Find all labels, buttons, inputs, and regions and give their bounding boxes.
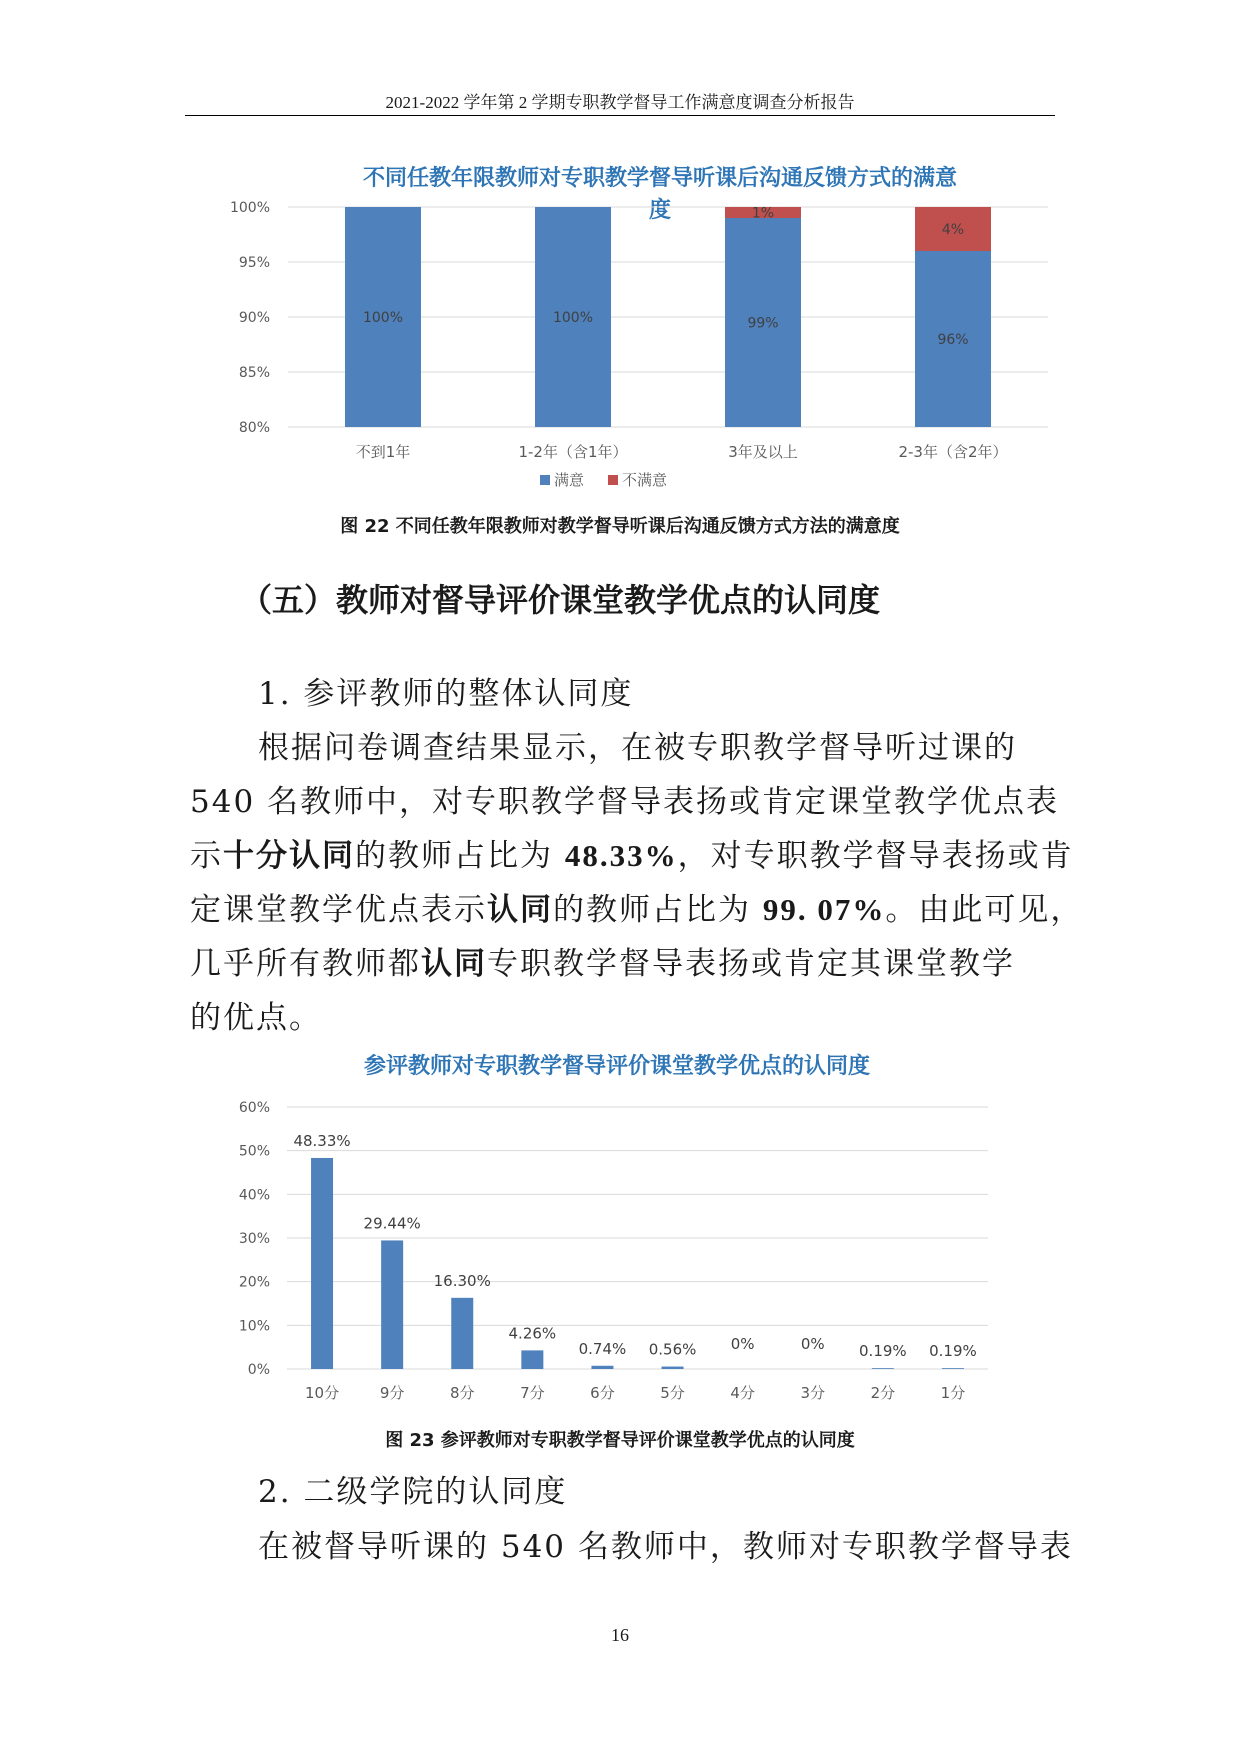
x-tick-label: 8分 [449, 1384, 475, 1402]
emphasis-percent: 48.33% [564, 838, 678, 873]
y-tick-label: 95% [238, 255, 270, 271]
y-tick-label: 10% [238, 1318, 270, 1335]
subheading-1: 1. 参评教师的整体认同度 [258, 676, 634, 712]
x-tick-label: 1-2年（含1年） [518, 443, 628, 461]
bar [521, 1350, 543, 1369]
figure-22-caption: 图 22 不同任教年限教师对教学督导听课后沟通反馈方式方法的满意度 [340, 516, 900, 537]
x-tick-label: 4分 [730, 1384, 755, 1402]
x-tick-label: 2-3年（含2年） [898, 443, 1008, 461]
page-number: 16 [611, 1625, 629, 1645]
data-label: 99% [747, 315, 779, 332]
data-label: 0.56% [648, 1340, 697, 1359]
emphasis-percent: 99. 07% [762, 892, 886, 927]
bar [872, 1368, 894, 1369]
bar [311, 1158, 333, 1369]
chart-title: 参评教师对专职教学督导评价课堂教学优点的认同度 [363, 1054, 871, 1079]
data-label: 0.19% [859, 1342, 907, 1361]
x-tick-label: 7分 [520, 1384, 545, 1402]
data-label: 100% [362, 310, 404, 326]
emphasis-agree: 认同 [421, 946, 487, 982]
text-span: 示 [190, 838, 223, 874]
paragraph-line: 根据问卷调查结果显示，在被专职教学督导听过课的 [258, 730, 1017, 766]
figure-23-caption: 图 23 参评教师对专职教学督导评价课堂教学优点的认同度 [385, 1430, 855, 1451]
y-tick-label: 90% [238, 310, 270, 326]
text-span: 定课堂教学优点表示 [190, 892, 487, 928]
y-tick-label: 85% [238, 365, 270, 381]
text-span: 的教师占比为 [355, 838, 565, 874]
y-tick-label: 20% [238, 1274, 270, 1291]
chart-title: 度 [648, 198, 672, 223]
subheading-2: 2. 二级学院的认同度 [258, 1474, 568, 1510]
data-label: 0% [730, 1335, 755, 1353]
data-label: 4.26% [508, 1324, 557, 1343]
text-span: 。由此可见， [885, 892, 1084, 928]
data-label: 100% [552, 310, 594, 326]
y-tick-label: 80% [238, 420, 270, 436]
data-label: 0.74% [578, 1339, 627, 1358]
bar [381, 1240, 403, 1369]
header-title: 2021-2022 学年第 2 学期专职教学督导工作满意度调查分析报告 [385, 93, 855, 112]
y-tick-label: 100% [229, 200, 270, 216]
x-tick-label: 1分 [940, 1384, 966, 1402]
chart-title: 不同任教年限教师对专职教学督导听课后沟通反馈方式的满意 [362, 166, 958, 191]
x-tick-label: 3分 [800, 1384, 826, 1402]
text-span: 几乎所有教师都 [190, 946, 421, 982]
text-span: 的教师占比为 [553, 892, 763, 928]
x-tick-label: 2分 [870, 1384, 896, 1402]
paragraph-line: 在被督导听课的 540 名教师中，教师对专职教学督导表 [258, 1529, 1073, 1565]
data-label: 29.44% [363, 1214, 421, 1233]
bar [662, 1367, 684, 1369]
x-tick-label: 3年及以上 [728, 443, 798, 461]
paragraph-line: 的优点。 [190, 1000, 322, 1036]
legend-label: 满意 [554, 471, 585, 489]
data-label: 16.30% [433, 1271, 491, 1290]
paragraph-line: 540 名教师中，对专职教学督导表扬或肯定课堂教学优点表 [190, 784, 1060, 820]
text-span: ，对专职教学督导表扬或肯 [677, 838, 1074, 874]
data-label: 96% [937, 332, 969, 348]
data-label: 48.33% [293, 1131, 351, 1150]
bar [451, 1298, 473, 1369]
y-tick-label: 60% [238, 1100, 270, 1116]
x-tick-label: 10分 [305, 1384, 340, 1402]
x-tick-label: 不到1年 [355, 443, 411, 461]
y-tick-label: 40% [238, 1187, 270, 1204]
legend-label: 不满意 [622, 471, 668, 489]
section-heading: （五）教师对督导评价课堂教学优点的认同度 [240, 581, 881, 619]
y-tick-label: 0% [247, 1362, 270, 1378]
data-label: 4% [941, 222, 965, 238]
x-tick-label: 6分 [590, 1384, 615, 1402]
x-tick-label: 9分 [379, 1384, 405, 1402]
data-label: 1% [751, 205, 775, 222]
data-label: 0.19% [929, 1342, 977, 1361]
y-tick-label: 50% [238, 1143, 270, 1160]
bar [591, 1366, 613, 1369]
emphasis-agree: 认同 [487, 892, 553, 928]
text-span: 专职教学督导表扬或肯定其课堂教学 [487, 946, 1015, 982]
y-tick-label: 30% [238, 1231, 270, 1247]
x-tick-label: 5分 [660, 1384, 685, 1402]
data-label: 0% [800, 1335, 825, 1353]
bar [942, 1368, 964, 1369]
emphasis-very-agree: 十分认同 [223, 838, 355, 874]
